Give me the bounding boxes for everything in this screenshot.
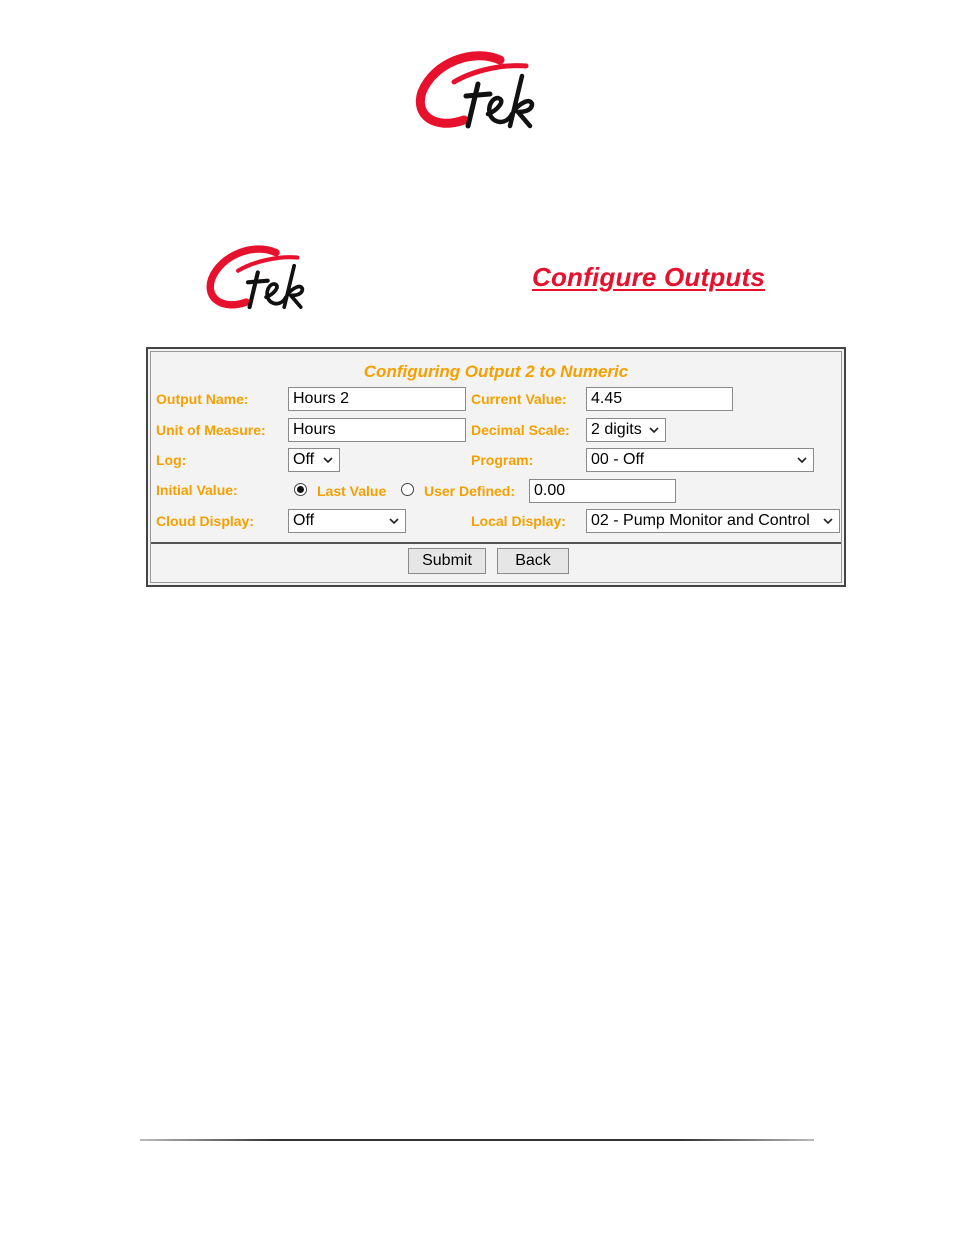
log-label: Log: — [156, 452, 187, 468]
chevron-down-icon — [822, 514, 834, 528]
current-value-input[interactable] — [586, 387, 733, 411]
chevron-down-icon — [388, 514, 400, 528]
log-select[interactable] — [288, 448, 340, 472]
user-defined-value-input[interactable] — [529, 479, 676, 503]
chevron-down-icon — [648, 423, 660, 437]
local-display-select[interactable] — [586, 509, 840, 533]
ctek-logo-graphic — [414, 50, 540, 134]
user-defined-option-label: User Defined: — [424, 483, 516, 499]
configure-output-form — [146, 347, 846, 587]
unit-of-measure-input[interactable] — [288, 418, 466, 442]
decimal-scale-label: Decimal Scale: — [471, 422, 570, 438]
cloud-display-select[interactable] — [288, 509, 406, 533]
output-name-label: Output Name: — [156, 391, 249, 407]
local-display-label: Local Display: — [471, 513, 566, 529]
back-button[interactable]: Back — [497, 548, 569, 574]
program-label: Program: — [471, 452, 534, 468]
last-value-option-label: Last Value — [317, 483, 387, 499]
initial-value-label: Initial Value: — [156, 482, 238, 498]
cloud-display-value: Off — [293, 512, 315, 529]
last-value-radio[interactable] — [294, 483, 307, 496]
program-value: 00 - Off — [591, 451, 645, 468]
form-divider — [151, 542, 841, 544]
form-frame — [150, 351, 842, 583]
local-display-value: 02 - Pump Monitor and Control — [591, 512, 810, 529]
decimal-scale-select[interactable] — [586, 418, 666, 442]
chevron-down-icon — [796, 453, 808, 467]
output-name-input[interactable] — [288, 387, 466, 411]
ctek-logo — [414, 50, 540, 134]
user-defined-radio[interactable] — [401, 483, 414, 496]
submit-button[interactable]: Submit — [408, 548, 486, 574]
footer-rule — [140, 1139, 814, 1141]
decimal-scale-value: 2 digits — [591, 421, 642, 438]
ctek-header-logo-graphic — [205, 243, 309, 315]
chevron-down-icon — [322, 453, 334, 467]
cloud-display-label: Cloud Display: — [156, 513, 255, 529]
log-value: Off — [293, 451, 315, 468]
current-value-label: Current Value: — [471, 391, 567, 407]
unit-of-measure-label: Unit of Measure: — [156, 422, 266, 438]
program-select[interactable] — [586, 448, 814, 472]
page-title: Configure Outputs — [532, 262, 766, 292]
form-title: Configuring Output 2 to Numeric — [363, 362, 629, 381]
ctek-header-logo — [205, 243, 309, 315]
